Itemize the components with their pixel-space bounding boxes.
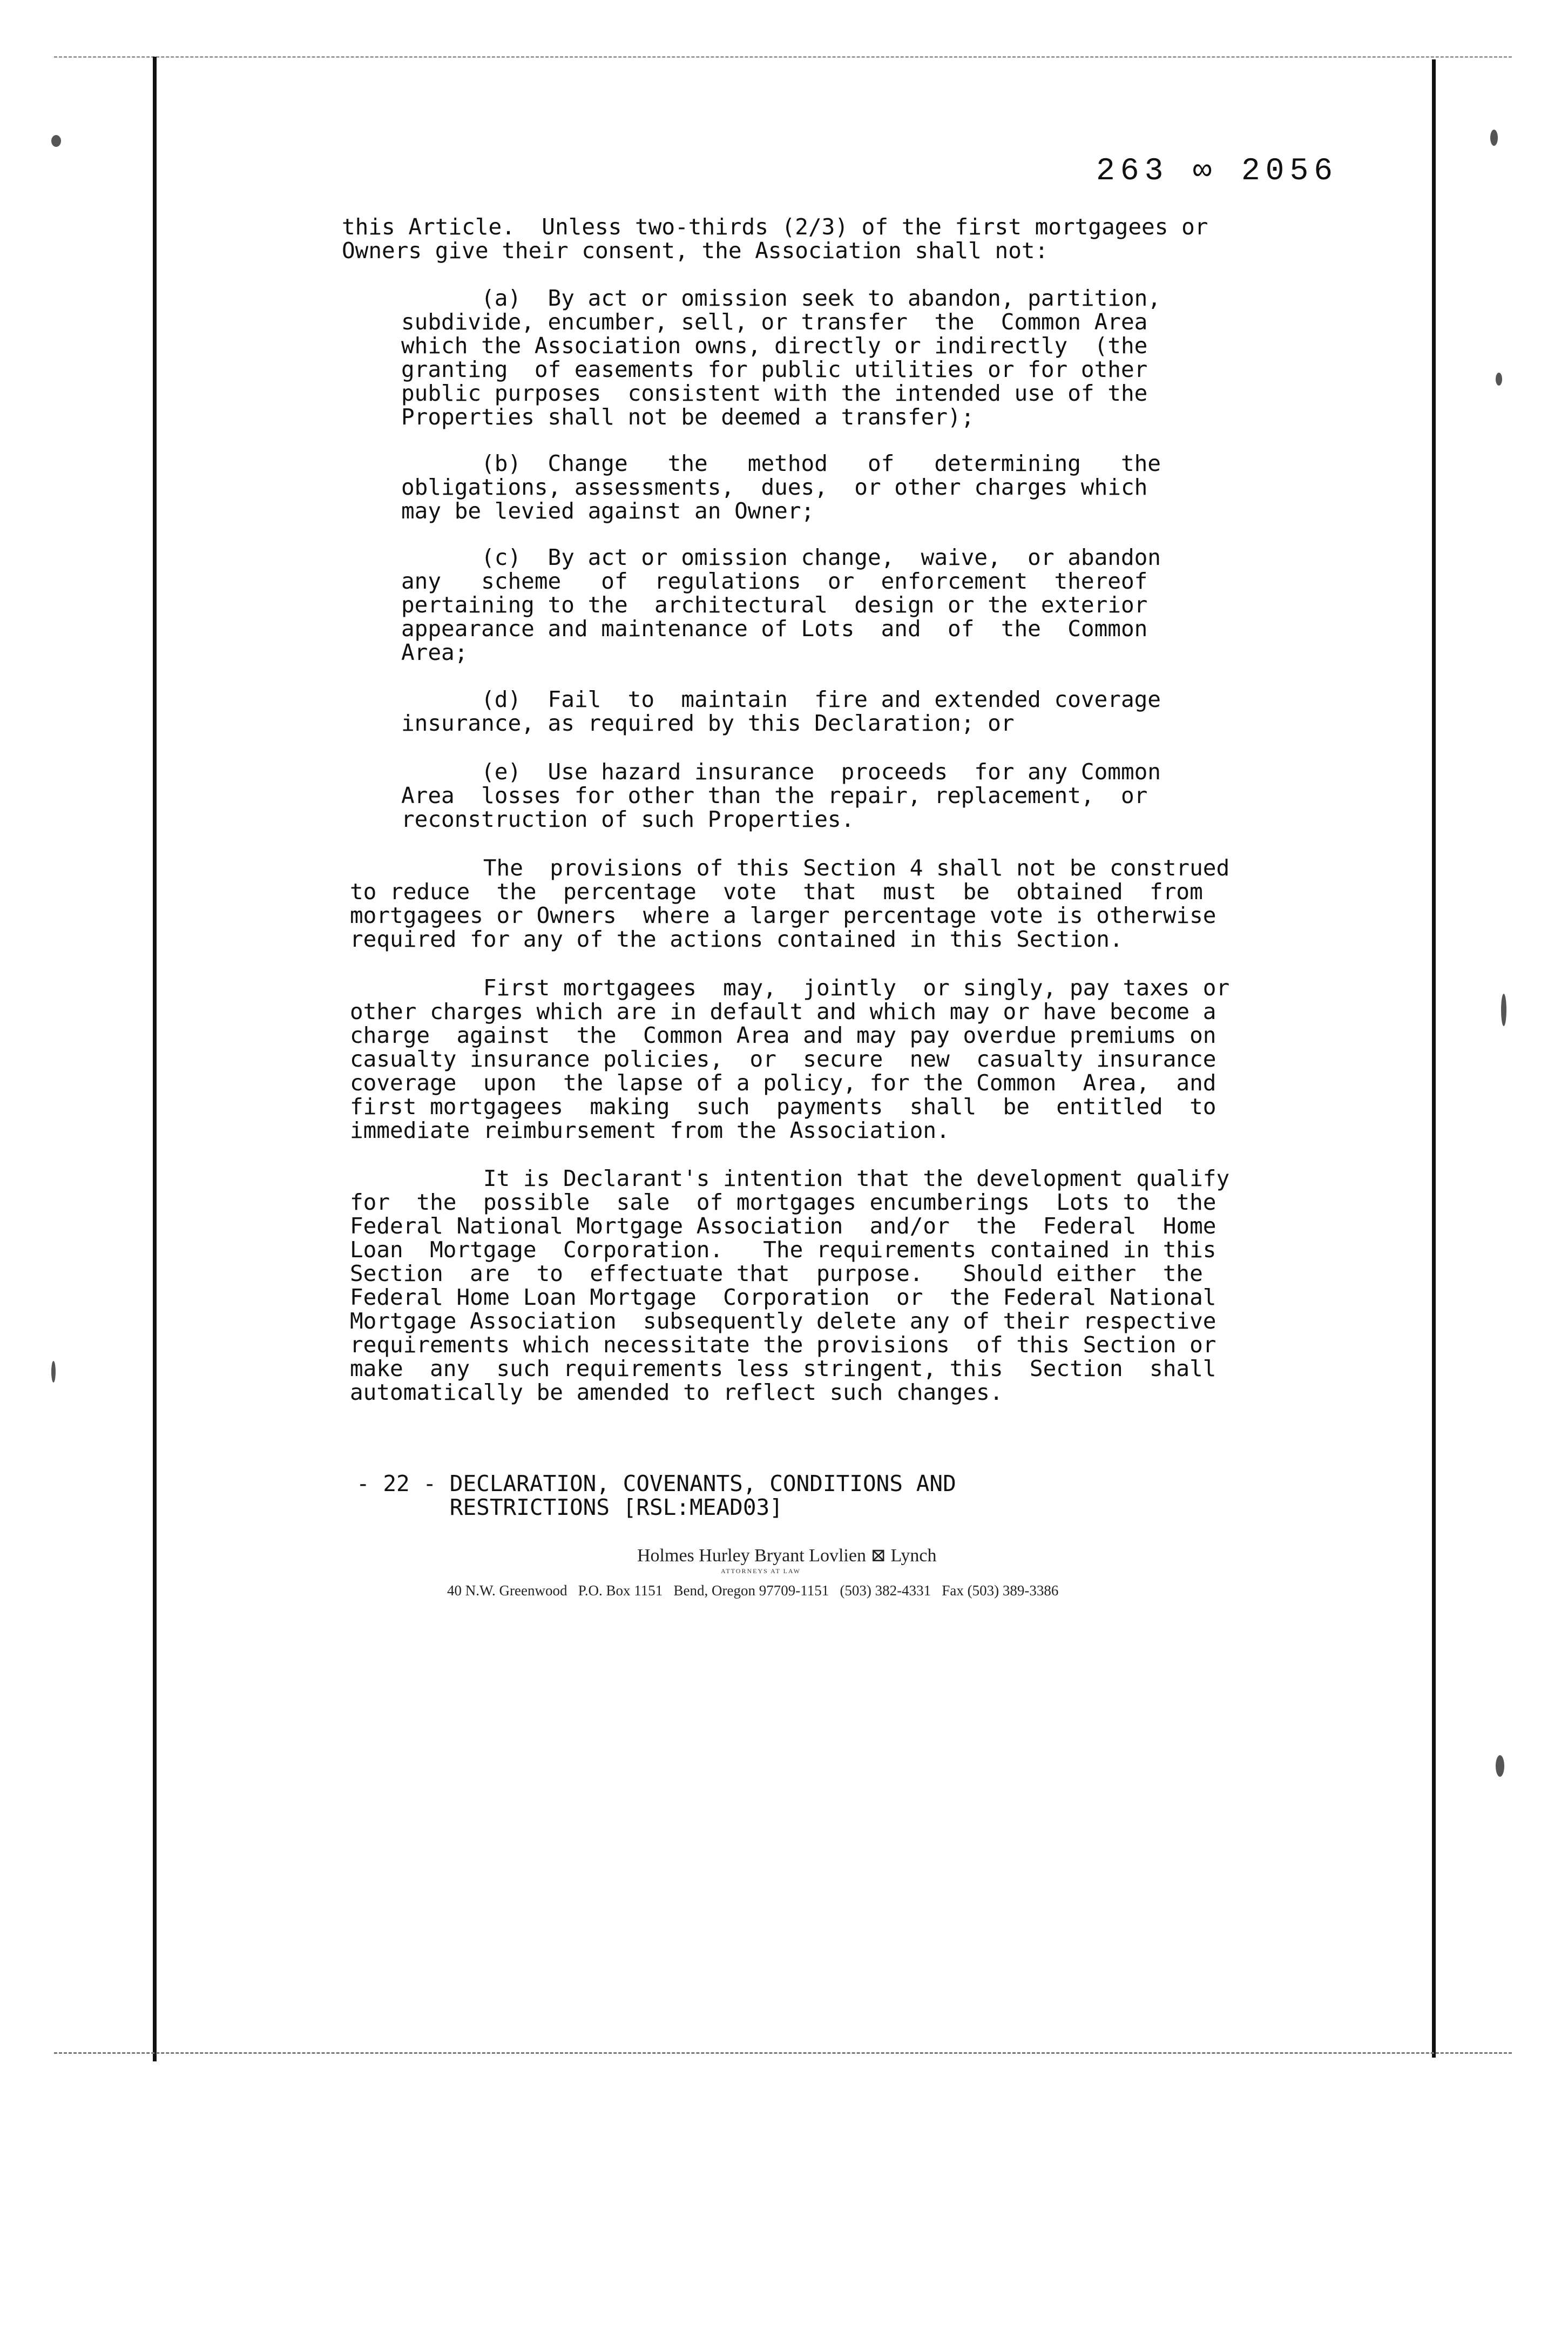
firm-letterhead-name: Holmes Hurley Bryant Lovlien ⊠ Lynch <box>637 1546 937 1566</box>
scan-speck <box>1496 373 1502 386</box>
intro-paragraph: this Article. Unless two-thirds (2/3) of the first mortgagees or Owners give their consent, the Association shall not: <box>342 214 1208 264</box>
scan-right-border <box>1432 59 1436 2058</box>
scan-left-border <box>153 57 157 2061</box>
scan-speck <box>1496 1755 1504 1777</box>
scan-bottom-edge <box>54 2052 1512 2054</box>
scan-speck <box>1501 994 1506 1026</box>
scan-speck <box>51 1361 56 1383</box>
item-c: (c) By act or omission change, waive, or abandon any scheme of regulations or enforcement thereof pertaining to the architectural design or the exterior appearance and maintenance of Lots and of the Common Area; <box>401 544 1161 665</box>
intention-paragraph: It is Declarant's intention that the development qualify for the possible sale of mortgages encumberings Lots to the Federal National Mortgage Association and/or the Federal Home Loan Mortgage Corporation. The requirements contained in this Section are to effectuate that purpose. Should either the Federal Home Loan Mortgage Corporation or the Federal National Mortgage Association subsequently delete any of their respective requirements which necessitate the provisions of this Section or make any such requirements less stringent, this Section shall automatically be amended to reflect such changes. <box>350 1165 1230 1405</box>
first-mortgagees-paragraph: First mortgagees may, jointly or singly, pay taxes or other charges which are in default and which may or have become a charge against the Common Area and may pay overdue premiums on casualty insurance policies, or secure new casualty insurance coverage upon the lapse of a policy, for the Common Area, and first mortgagees making such payments shall be entitled to immediate reimbursement from the Association. <box>350 975 1230 1143</box>
firm-letterhead-address: 40 N.W. Greenwood P.O. Box 1151 Bend, Oregon 97709-1151 (503) 382-4331 Fax (503) 389-3386 <box>447 1582 1059 1599</box>
page-footer-label: - 22 - DECLARATION, COVENANTS, CONDITIONS AND RESTRICTIONS [RSL:MEAD03] <box>356 1471 956 1520</box>
item-a: (a) By act or omission seek to abandon, partition, subdivide, encumber, sell, or transfer the Common Area which the Association owns, directly or indirectly (the granting of easements for public utilities or for other public purposes consistent with the intended use of the Properties shall not be deemed a transfer); <box>401 285 1161 430</box>
firm-letterhead-subtitle: ATTORNEYS AT LAW <box>721 1567 801 1575</box>
item-e: (e) Use hazard insurance proceeds for any Common Area losses for other than the repair, replacement, or reconstruction of such Properties. <box>401 759 1161 832</box>
recording-number: 263 ∞ 2056 <box>1096 154 1339 189</box>
item-d: (d) Fail to maintain fire and extended coverage insurance, as required by this Declaration; or <box>401 686 1161 736</box>
scan-speck <box>51 135 61 147</box>
provisions-paragraph: The provisions of this Section 4 shall not be construed to reduce the percentage vote that must be obtained from mortgagees or Owners where a larger percentage vote is otherwise required for any of the actions contained in this Section. <box>350 855 1230 952</box>
scan-speck <box>1490 130 1498 146</box>
scan-top-edge <box>54 56 1512 58</box>
item-b: (b) Change the method of determining the obligations, assessments, dues, or other charges which may be levied against an Owner; <box>401 450 1161 524</box>
